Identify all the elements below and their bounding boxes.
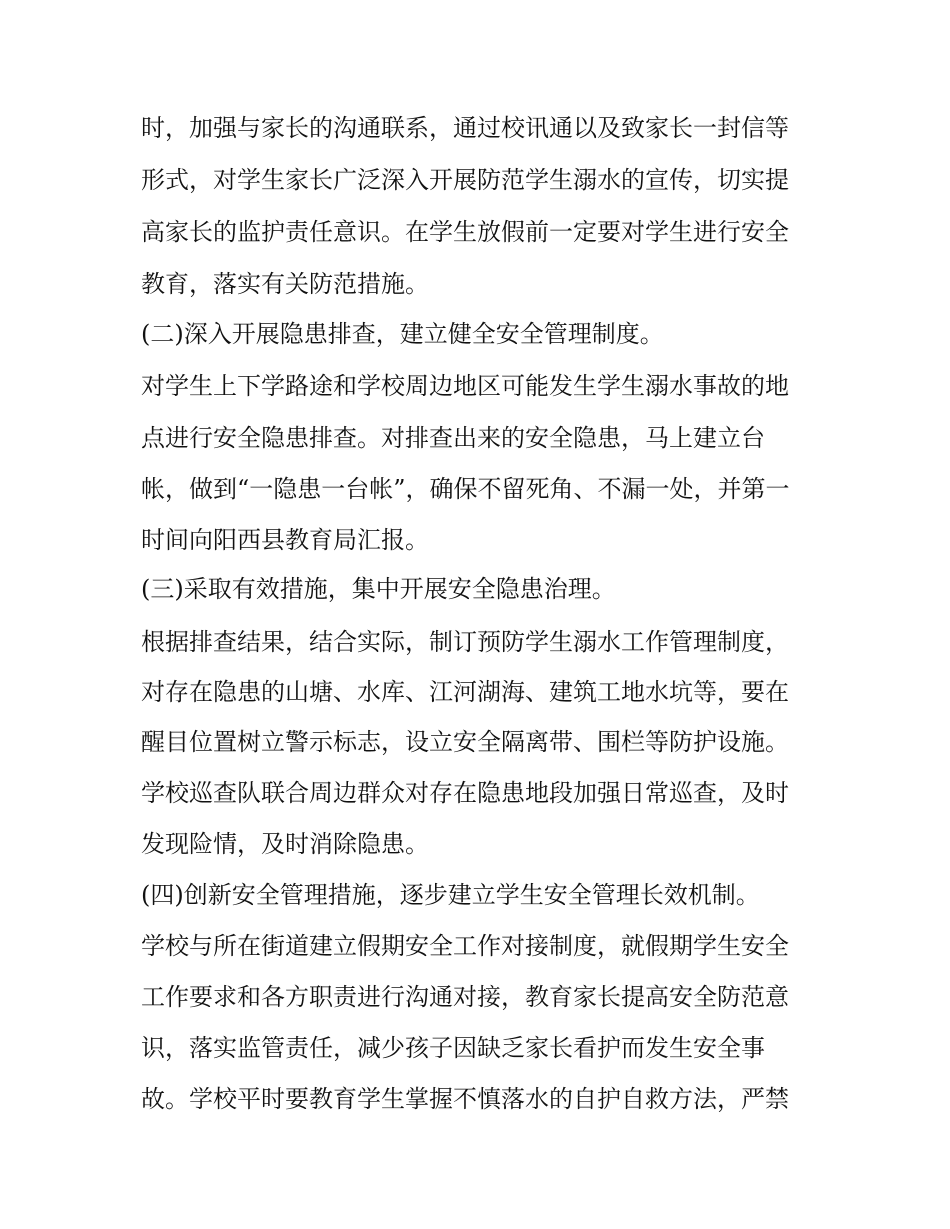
paragraph-line: 故。学校平时要教育学生掌握不慎落水的自护自救方法，严禁 — [141, 1085, 789, 1113]
paragraph-line: 根据排查结果，结合实际，制订预防学生溺水工作管理制度， — [141, 628, 789, 656]
paragraph-line: 识，落实监管责任，减少孩子因缺乏家长看护而发生安全事 — [141, 1034, 765, 1062]
paragraph-line: 工作要求和各方职责进行沟通对接，教育家长提高安全防范意 — [141, 983, 789, 1011]
paragraph-line: 形式，对学生家长广泛深入开展防范学生溺水的宣传，切实提 — [141, 166, 789, 194]
paragraph-line: 学校巡查队联合周边群众对存在隐患地段加强日常巡查，及时 — [141, 779, 789, 807]
paragraph-line: 时，加强与家长的沟通联系，通过校讯通以及致家长一封信等 — [141, 114, 789, 142]
paragraph-line: 对学生上下学路途和学校周边地区可能发生学生溺水事故的地 — [141, 372, 789, 400]
paragraph-line: 教育，落实有关防范措施。 — [141, 270, 429, 298]
section-heading-3: (三)采取有效措施，集中开展安全隐患治理。 — [141, 575, 616, 603]
paragraph-line: 发现险情，及时消除隐患。 — [141, 830, 429, 858]
section-heading-2: (二)深入开展隐患排查，建立健全安全管理制度。 — [141, 320, 664, 348]
paragraph-line: 高家长的监护责任意识。在学生放假前一定要对学生进行安全 — [141, 218, 789, 246]
paragraph-line: 时间向阳西县教育局汇报。 — [141, 526, 429, 554]
paragraph-line: 点进行安全隐患排查。对排查出来的安全隐患，马上建立台 — [141, 424, 765, 452]
paragraph-line: 醒目位置树立警示标志，设立安全隔离带、围栏等防护设施。 — [141, 728, 789, 756]
paragraph-line: 对存在隐患的山塘、水库、江河湖海、建筑工地水坑等，要在 — [141, 678, 789, 706]
paragraph-line: 学校与所在街道建立假期安全工作对接制度，就假期学生安全 — [141, 932, 789, 960]
section-heading-4: (四)创新安全管理措施，逐步建立学生安全管理长效机制。 — [141, 881, 760, 909]
paragraph-line: 帐，做到“一隐患一台帐”，确保不留死角、不漏一处，并第一 — [141, 475, 790, 503]
